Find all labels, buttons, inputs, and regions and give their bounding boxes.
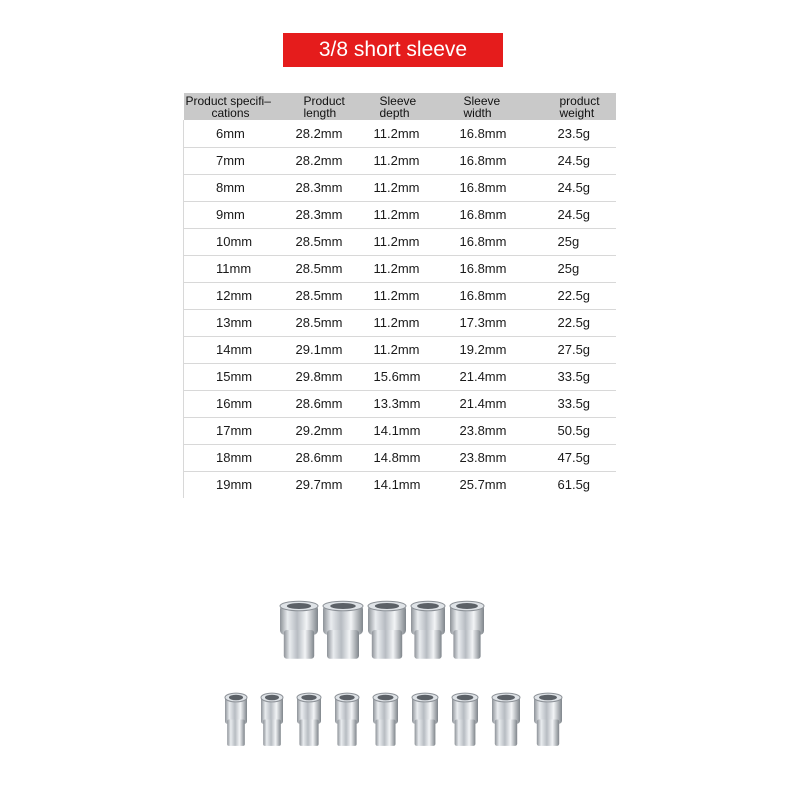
table-cell: 28.2mm bbox=[295, 125, 343, 141]
table-cell: 28.5mm bbox=[284, 309, 366, 336]
table-cell: 16.8mm bbox=[448, 228, 534, 255]
table-cell: 7mm bbox=[184, 147, 284, 174]
table-cell: 13.3mm bbox=[366, 390, 448, 417]
table-cell: 21.4mm bbox=[448, 390, 534, 417]
table-row bbox=[184, 228, 616, 255]
table-cell: 11.2mm bbox=[366, 201, 448, 228]
header-depth: Sleeve depth bbox=[379, 93, 417, 120]
table-cell: 28.2mm bbox=[284, 147, 366, 174]
socket-icon bbox=[297, 693, 321, 746]
table-cell: 61.5g bbox=[534, 471, 616, 498]
table-cell: 11.2mm bbox=[366, 147, 448, 174]
table-cell: 23.8mm bbox=[448, 444, 534, 471]
table-cell: 11.2mm bbox=[366, 255, 448, 282]
table-cell: 22.5g bbox=[534, 309, 616, 336]
table-cell: 11.2mm bbox=[366, 282, 448, 309]
spec-table bbox=[183, 93, 616, 498]
table-cell: 14.8mm bbox=[366, 444, 448, 471]
table-cell: 22.5g bbox=[534, 282, 616, 309]
page-title: 3/8 short sleeve bbox=[283, 33, 503, 67]
socket-icon bbox=[280, 601, 318, 659]
socket-set-photo bbox=[205, 590, 625, 770]
socket-icon bbox=[368, 601, 406, 659]
table-cell: 28.5mm bbox=[284, 228, 366, 255]
table-cell: 15.6mm bbox=[366, 363, 448, 390]
table-cell: 11mm bbox=[184, 255, 284, 282]
header-spec: Product specifi– cations bbox=[185, 93, 271, 120]
socket-icon bbox=[492, 693, 520, 746]
table-cell: 27.5g bbox=[534, 336, 616, 363]
table-cell: 23.5g bbox=[557, 125, 591, 141]
table-cell: 29.7mm bbox=[284, 471, 366, 498]
table-header-row bbox=[184, 93, 616, 120]
socket-icon bbox=[261, 693, 283, 746]
table-cell: 11.2mm bbox=[366, 174, 448, 201]
table-cell: 14mm bbox=[184, 336, 284, 363]
table-cell: 24.5g bbox=[534, 147, 616, 174]
table-row bbox=[184, 336, 616, 363]
table-cell: 29.2mm bbox=[284, 417, 366, 444]
table-cell: 17mm bbox=[184, 417, 284, 444]
table-cell: 16.8mm bbox=[448, 201, 534, 228]
table-cell: 14.1mm bbox=[366, 471, 448, 498]
table-cell: 12mm bbox=[184, 282, 284, 309]
table-cell: 14.1mm bbox=[366, 417, 448, 444]
socket-icon bbox=[373, 693, 398, 746]
socket-icon bbox=[225, 693, 247, 746]
table-row bbox=[184, 309, 616, 336]
socket-icon bbox=[450, 601, 484, 659]
table-cell: 19.2mm bbox=[448, 336, 534, 363]
table-cell: 11.2mm bbox=[366, 336, 448, 363]
socket-icon bbox=[534, 693, 562, 746]
table-row bbox=[184, 120, 616, 147]
table-cell: 10mm bbox=[184, 228, 284, 255]
table-cell: 25g bbox=[534, 228, 616, 255]
table-cell: 11.2mm bbox=[373, 125, 420, 141]
socket-icon bbox=[412, 693, 438, 746]
table-cell: 6mm bbox=[184, 120, 284, 147]
table-cell: 13mm bbox=[184, 309, 284, 336]
table-cell: 21.4mm bbox=[448, 363, 534, 390]
table-cell: 29.1mm bbox=[284, 336, 366, 363]
table-row bbox=[184, 201, 616, 228]
table-cell: 28.6mm bbox=[284, 444, 366, 471]
table-cell: 16.8mm bbox=[448, 174, 534, 201]
table-cell: 19mm bbox=[184, 471, 284, 498]
table-cell: 16.8mm bbox=[448, 282, 534, 309]
table-row bbox=[184, 282, 616, 309]
table-cell: 11.2mm bbox=[366, 228, 448, 255]
table-row bbox=[184, 471, 616, 498]
table-row bbox=[184, 255, 616, 282]
table-cell: 25g bbox=[534, 255, 616, 282]
table-row bbox=[184, 174, 616, 201]
table-cell: 28.5mm bbox=[284, 282, 366, 309]
table-cell: 9mm bbox=[184, 201, 284, 228]
table-row bbox=[184, 390, 616, 417]
header-weight: product weight bbox=[559, 93, 600, 120]
table-cell: 29.8mm bbox=[284, 363, 366, 390]
header-width: Sleeve width bbox=[463, 93, 501, 120]
socket-icon bbox=[335, 693, 359, 746]
table-cell: 28.6mm bbox=[284, 390, 366, 417]
table-cell: 17.3mm bbox=[448, 309, 534, 336]
table-cell: 16mm bbox=[184, 390, 284, 417]
table-cell: 11.2mm bbox=[366, 309, 448, 336]
table-cell: 24.5g bbox=[534, 174, 616, 201]
socket-icon bbox=[452, 693, 478, 746]
table-cell: 33.5g bbox=[534, 363, 616, 390]
table-cell: 23.8mm bbox=[448, 417, 534, 444]
table-cell: 50.5g bbox=[534, 417, 616, 444]
table-cell: 47.5g bbox=[534, 444, 616, 471]
table-cell: 16.8mm bbox=[459, 125, 507, 141]
table-row bbox=[184, 417, 616, 444]
table-cell: 28.5mm bbox=[284, 255, 366, 282]
table-cell: 16.8mm bbox=[448, 147, 534, 174]
table-row bbox=[184, 147, 616, 174]
header-length: Product length bbox=[303, 93, 345, 120]
table-row bbox=[184, 363, 616, 390]
table-cell: 15mm bbox=[184, 363, 284, 390]
table-cell: 18mm bbox=[184, 444, 284, 471]
table-cell: 16.8mm bbox=[448, 255, 534, 282]
socket-icon bbox=[323, 601, 363, 659]
table-cell: 28.3mm bbox=[284, 174, 366, 201]
table-cell: 24.5g bbox=[534, 201, 616, 228]
table-cell: 33.5g bbox=[534, 390, 616, 417]
socket-icon bbox=[411, 601, 445, 659]
table-row bbox=[184, 444, 616, 471]
table-cell: 28.3mm bbox=[284, 201, 366, 228]
table-cell: 8mm bbox=[184, 174, 284, 201]
table-cell: 25.7mm bbox=[448, 471, 534, 498]
